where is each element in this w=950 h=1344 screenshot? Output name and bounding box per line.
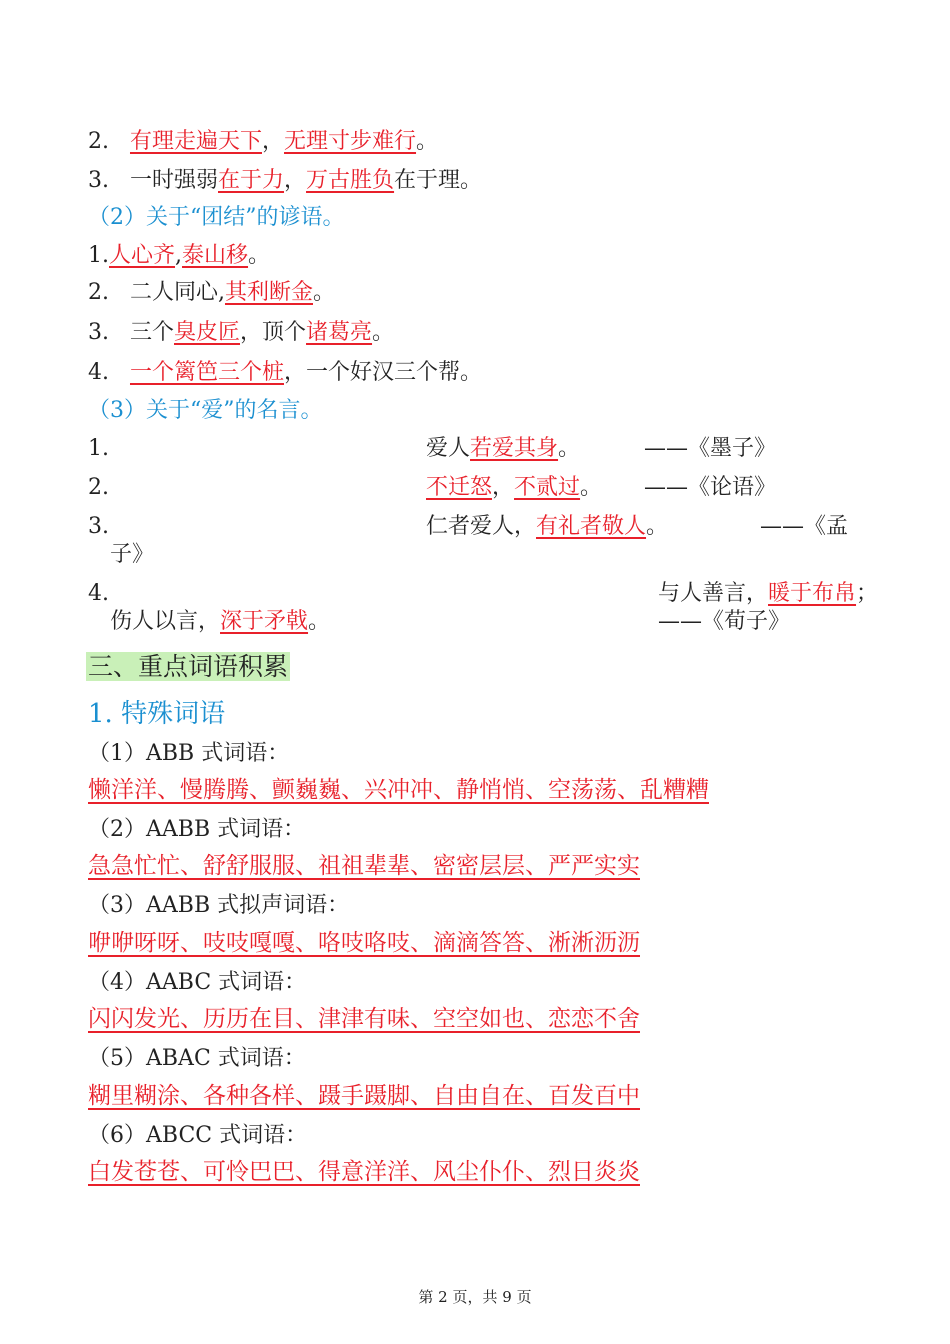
static-text: 伤人以言，: [110, 609, 221, 634]
answer-blank: 若爱其身: [470, 436, 559, 461]
punctuation: 。: [308, 609, 331, 634]
answer-blank: 暖于布帛: [768, 581, 857, 606]
punctuation: 。: [558, 436, 581, 461]
answer-blank: 在于力: [218, 168, 285, 193]
answer-blank: 深于矛戟: [220, 609, 309, 634]
unity-line-1: [88, 241, 270, 271]
answer-blank: 无理寸步难行: [284, 129, 417, 154]
punctuation: 。: [646, 514, 669, 539]
punctuation: ，: [262, 129, 285, 154]
group-label-3: （3）AABB 式拟声词语：: [88, 893, 350, 918]
static-text: 一时强弱: [129, 168, 218, 193]
punctuation: ,: [175, 243, 183, 268]
quote-3: [426, 512, 668, 542]
quote-4-part1: [658, 579, 878, 609]
static-text: 三个: [129, 320, 174, 345]
static-text: 在于理。: [394, 168, 483, 193]
punctuation: 。: [313, 280, 336, 305]
punctuation: ，: [492, 475, 515, 500]
word-list-6: 白发苍苍、可怜巴巴、得意洋洋、风尘仆仆、烈日炎炎: [88, 1159, 640, 1185]
static-text: 爱人: [426, 436, 471, 461]
answer-blank: 诸葛亮: [306, 320, 373, 345]
answer-blank: 其利断金: [224, 280, 313, 305]
punctuation: 。: [372, 320, 395, 345]
static-text: 二人同心,: [129, 280, 225, 305]
word-list-4: 闪闪发光、历历在目、津津有味、空空如也、恋恋不舍: [88, 1006, 640, 1032]
group-label-1: （1）ABB 式词语：: [88, 741, 290, 766]
answer-blank: 臭皮匠: [174, 320, 241, 345]
word-list-1: 懒洋洋、慢腾腾、颤巍巍、兴冲冲、静悄悄、空荡荡、乱糟糟: [88, 777, 709, 803]
punctuation: 。: [580, 475, 603, 500]
quote-source-3-cont: 子》: [110, 542, 155, 567]
answer-blank: 人心齐: [109, 243, 176, 268]
word-list-3: 咿咿呀呀、吱吱嘎嘎、咯吱咯吱、滴滴答答、淅淅沥沥: [88, 930, 640, 956]
static-text: ，一个好汉三个帮。: [284, 360, 483, 385]
line-number: 2.: [88, 280, 109, 305]
quote-1: [426, 434, 580, 464]
answer-blank: 不贰过: [514, 475, 581, 500]
quote-source-2: ——《论语》: [644, 475, 777, 500]
punctuation: ，: [284, 168, 307, 193]
quote-source-4: ——《荀子》: [658, 609, 791, 634]
line-number: 4.: [88, 360, 109, 385]
group-label-4: （4）AABC 式词语：: [88, 970, 307, 995]
quote-2: [426, 473, 602, 503]
static-text: 与人善言，: [658, 581, 769, 606]
line-number: 1.: [88, 243, 109, 268]
line-number: 2.: [88, 129, 109, 154]
quote-number-1: 1.: [88, 436, 109, 461]
punctuation: 。: [248, 243, 271, 268]
answer-blank: 一个篱笆三个桩: [129, 360, 284, 385]
word-list-2: 急急忙忙、舒舒服服、祖祖辈辈、密密层层、严严实实: [88, 853, 640, 879]
quote-4-part2: [110, 607, 330, 637]
quote-source-1: ——《墨子》: [644, 436, 777, 461]
part-heading-text: 三、重点词语积累: [88, 652, 289, 681]
subsection-title: 1. 特殊词语: [88, 699, 226, 729]
line-number: 3.: [88, 320, 109, 345]
unity-line-3: [88, 318, 394, 348]
quote-source-3: ——《孟: [760, 514, 849, 539]
line-number: 3.: [88, 168, 109, 193]
word-list-5: 糊里糊涂、各种各样、蹑手蹑脚、自由自在、百发百中: [88, 1083, 640, 1109]
part-heading: [86, 650, 290, 686]
answer-blank: 有礼者敬人: [536, 514, 647, 539]
punctuation: 。: [416, 129, 439, 154]
quote-number-4: 4.: [88, 581, 109, 606]
section-title-unity: （2）关于“团结”的谚语。: [88, 205, 345, 230]
unity-line-4: [88, 358, 482, 388]
answer-blank: 泰山移: [182, 243, 249, 268]
page-footer: 第 2 页，共 9 页: [418, 1288, 532, 1306]
static-text: 仁者爱人，: [426, 514, 537, 539]
answer-blank: 不迁怒: [426, 475, 493, 500]
saying-line-3: [88, 166, 482, 196]
answer-blank: 万古胜负: [306, 168, 395, 193]
unity-line-2: [88, 278, 335, 308]
static-text: ，顶个: [240, 320, 307, 345]
saying-line-2: [88, 127, 438, 157]
punctuation: ；: [856, 581, 879, 606]
answer-blank: 有理走遍天下: [129, 129, 262, 154]
quote-number-2: 2.: [88, 475, 109, 500]
group-label-6: （6）ABCC 式词语：: [88, 1123, 308, 1148]
section-title-love: （3）关于“爱”的名言。: [88, 398, 323, 423]
group-label-5: （5）ABAC 式词语：: [88, 1046, 306, 1071]
group-label-2: （2）AABB 式词语：: [88, 817, 306, 842]
quote-number-3: 3.: [88, 514, 109, 539]
